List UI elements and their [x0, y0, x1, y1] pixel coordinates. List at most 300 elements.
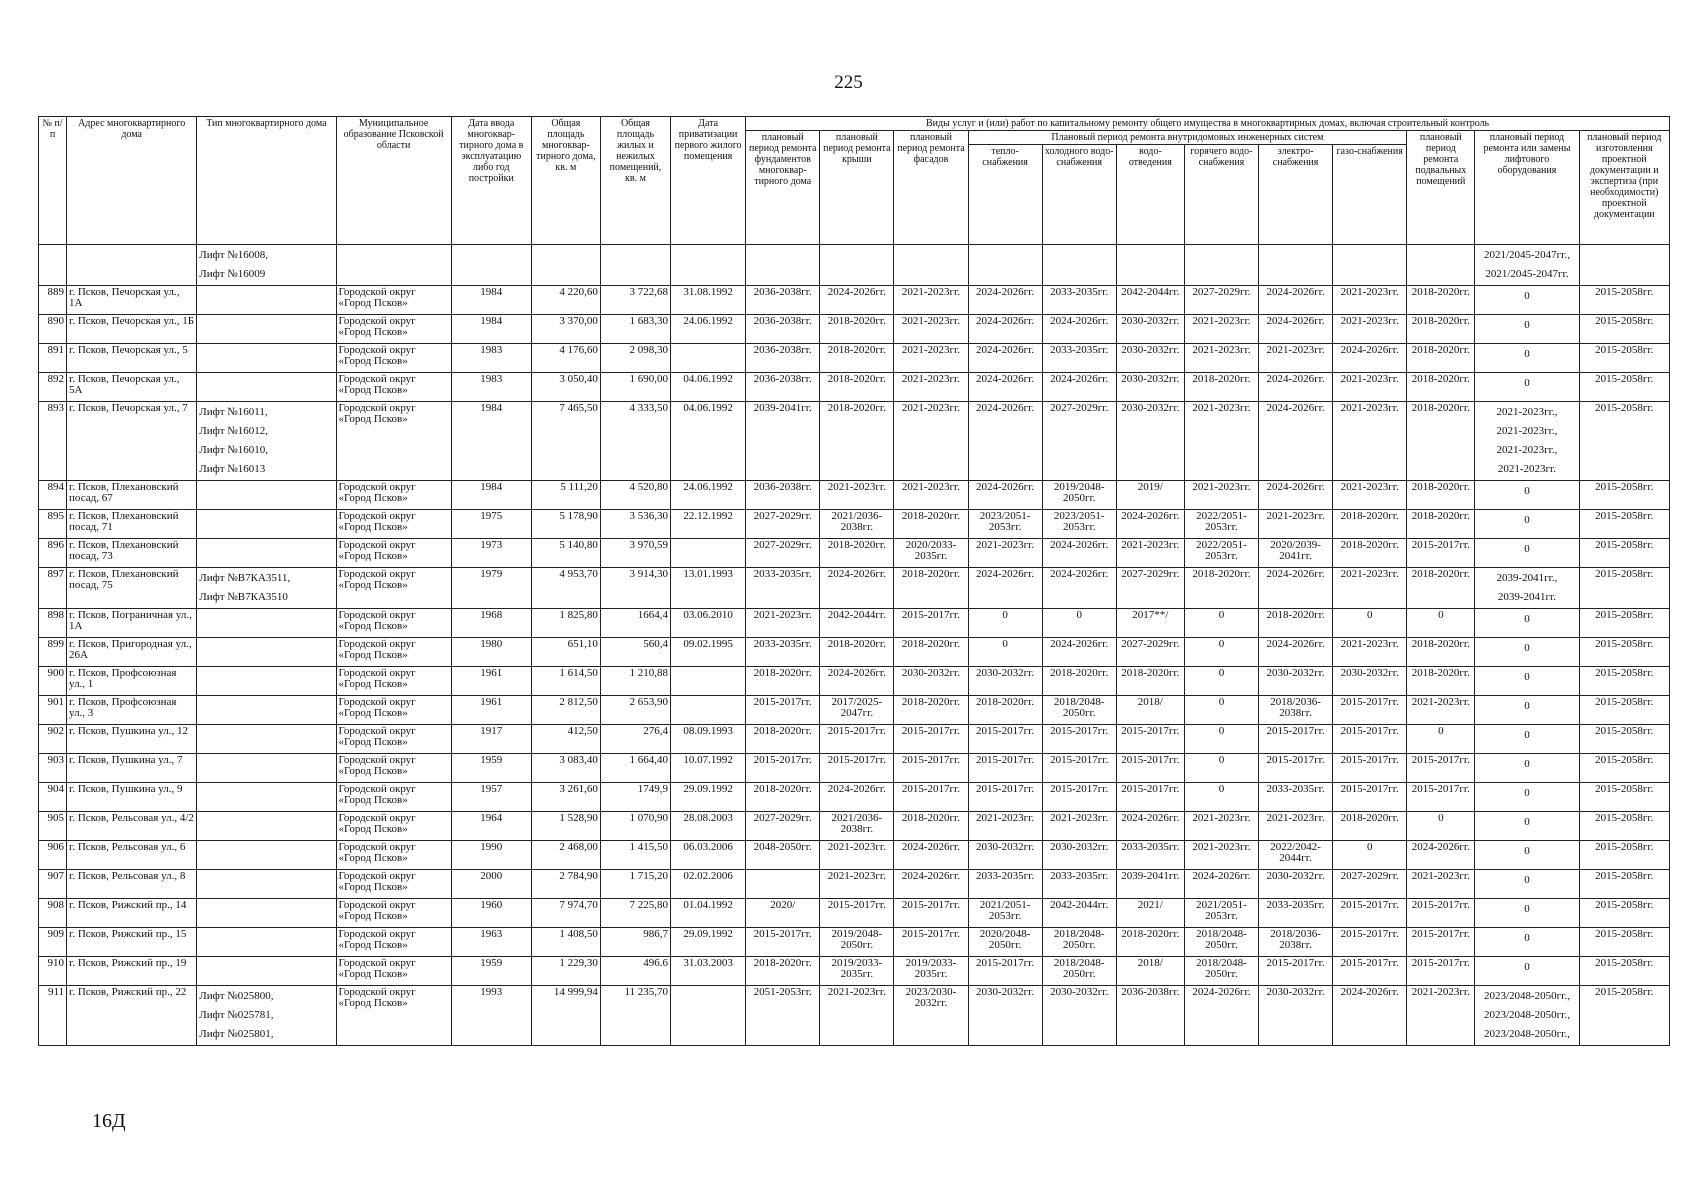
cell-type	[197, 957, 336, 986]
cell-line: 0	[1524, 671, 1530, 683]
cell-foundation: 2015-2017гг.	[746, 696, 820, 725]
cell-no: 909	[39, 928, 67, 957]
cell-line: 0	[1524, 700, 1530, 712]
cell-line: 0	[1524, 319, 1530, 331]
cell-electric: 2033-2035гг.	[1259, 783, 1333, 812]
cell-total-area: 412,50	[531, 725, 600, 754]
table-row	[39, 725, 1670, 754]
cell-hot-water: 2018/2048-2050гг.	[1184, 957, 1258, 986]
page-number: 225	[834, 72, 863, 93]
cell-hot-water: 2024-2026гг.	[1184, 986, 1258, 1046]
cell-design: 2015-2058гг.	[1579, 510, 1669, 539]
cell-year: 1979	[451, 568, 531, 609]
cell-elevator	[1475, 245, 1579, 286]
cell-address: г. Псков, Пушкина ул., 7	[67, 754, 197, 783]
cell-facade: 2019/2033-2035гг.	[894, 957, 968, 986]
cell-living-area: 3 722,68	[600, 286, 670, 315]
cell-no: 905	[39, 812, 67, 841]
header-elevator: плановый период ремонта или замены лифтового оборудования	[1475, 131, 1579, 245]
cell-year: 1980	[451, 638, 531, 667]
table-row	[39, 812, 1670, 841]
cell-facade: 2018-2020гг.	[894, 510, 968, 539]
cell-cold-water: 2015-2017гг.	[1042, 725, 1116, 754]
cell-line: Лифт №В7КА3511,	[199, 572, 291, 584]
cell-total-area: 5 178,90	[531, 510, 600, 539]
cell-gas: 2030-2032гг.	[1333, 667, 1407, 696]
cell-year: 1959	[451, 957, 531, 986]
cell-cold-water: 2018/2048-2050гг.	[1042, 957, 1116, 986]
cell-cold-water: 2015-2017гг.	[1042, 783, 1116, 812]
cell-elevator	[1475, 315, 1579, 344]
cell-roof: 2015-2017гг.	[820, 754, 894, 783]
cell-type	[197, 609, 336, 638]
cell-drainage: 2024-2026гг.	[1116, 510, 1184, 539]
cell-drainage: 2030-2032гг.	[1116, 344, 1184, 373]
cell-living-area: 276,4	[600, 725, 670, 754]
cell-type	[197, 667, 336, 696]
cell-heating: 2024-2026гг.	[968, 402, 1042, 481]
cell-gas: 2021-2023гг.	[1333, 373, 1407, 402]
cell-municipality: Городской округ «Город Псков»	[336, 841, 451, 870]
cell-gas: 2018-2020гг.	[1333, 812, 1407, 841]
cell-cold-water: 2023/2051-2053гг.	[1042, 510, 1116, 539]
cell-design: 2015-2058гг.	[1579, 539, 1669, 568]
cell-municipality: Городской округ «Город Псков»	[336, 870, 451, 899]
header-no: № п/п	[39, 117, 67, 245]
cell-line: 0	[1524, 874, 1530, 886]
cell-foundation: 2036-2038гг.	[746, 315, 820, 344]
cell-type	[197, 315, 336, 344]
cell-year: 1964	[451, 812, 531, 841]
cell-basement: 2018-2020гг.	[1407, 402, 1475, 481]
cell-design: 2015-2058гг.	[1579, 373, 1669, 402]
cell-living-area: 1 070,90	[600, 812, 670, 841]
cell-line: 2023/2048-2050гг.,	[1483, 990, 1570, 1002]
cell-cold-water: 2018-2020гг.	[1042, 667, 1116, 696]
header-electric: электро-снабжения	[1259, 145, 1333, 245]
cell-no: 891	[39, 344, 67, 373]
cell-year: 1973	[451, 539, 531, 568]
cell-year: 1960	[451, 899, 531, 928]
cell-basement: 2015-2017гг.	[1407, 899, 1475, 928]
cell-type	[197, 286, 336, 315]
cell-cold-water: 2033-2035гг.	[1042, 870, 1116, 899]
cell-drainage: 2027-2029гг.	[1116, 568, 1184, 609]
cell-elevator	[1475, 696, 1579, 725]
cell-drainage: 2030-2032гг.	[1116, 373, 1184, 402]
cell-line: 0	[1524, 816, 1530, 828]
cell-address: г. Псков, Печорская ул., 5	[67, 344, 197, 373]
cell-heating: 2024-2026гг.	[968, 481, 1042, 510]
cell-electric: 2018/2036-2038гг.	[1259, 696, 1333, 725]
table-row	[39, 899, 1670, 928]
cell-cold-water: 2033-2035гг.	[1042, 286, 1116, 315]
cell-facade: 2020/2033-2035гг.	[894, 539, 968, 568]
cell-privatization	[671, 245, 746, 286]
cell-no: 899	[39, 638, 67, 667]
capital-repair-registry-table	[38, 116, 1670, 1046]
cell-no: 911	[39, 986, 67, 1046]
cell-year: 1984	[451, 402, 531, 481]
table-row	[39, 402, 1670, 481]
cell-electric	[1259, 245, 1333, 286]
cell-living-area: 986,7	[600, 928, 670, 957]
cell-gas: 2015-2017гг.	[1333, 696, 1407, 725]
cell-hot-water: 2021-2023гг.	[1184, 344, 1258, 373]
cell-hot-water: 2022/2051-2053гг.	[1184, 539, 1258, 568]
cell-line: 0	[1524, 514, 1530, 526]
cell-no: 898	[39, 609, 67, 638]
cell-hot-water: 2018-2020гг.	[1184, 373, 1258, 402]
header-basement: плановый период ремонта подвальных помещений	[1407, 131, 1475, 245]
cell-foundation: 2018-2020гг.	[746, 957, 820, 986]
cell-electric: 2020/2039-2041гг.	[1259, 539, 1333, 568]
cell-foundation: 2027-2029гг.	[746, 510, 820, 539]
cell-gas: 2024-2026гг.	[1333, 986, 1407, 1046]
cell-roof: 2042-2044гг.	[820, 609, 894, 638]
cell-gas: 2015-2017гг.	[1333, 928, 1407, 957]
table-row	[39, 510, 1670, 539]
cell-year: 1984	[451, 315, 531, 344]
cell-heating: 2021/2051-2053гг.	[968, 899, 1042, 928]
cell-gas: 2015-2017гг.	[1333, 754, 1407, 783]
cell-living-area: 496.6	[600, 957, 670, 986]
cell-elevator	[1475, 870, 1579, 899]
header-cold-water: холодного водо-снабжения	[1042, 145, 1116, 245]
cell-facade: 2021-2023гг.	[894, 402, 968, 481]
cell-type	[197, 510, 336, 539]
cell-elevator	[1475, 510, 1579, 539]
table-row	[39, 568, 1670, 609]
cell-no: 906	[39, 841, 67, 870]
cell-heating: 0	[968, 638, 1042, 667]
cell-type	[197, 783, 336, 812]
cell-year: 1957	[451, 783, 531, 812]
cell-facade: 2021-2023гг.	[894, 344, 968, 373]
cell-cold-water: 2033-2035гг.	[1042, 344, 1116, 373]
cell-drainage: 2019/	[1116, 481, 1184, 510]
cell-line: 0	[1524, 642, 1530, 654]
cell-line: 2023/2048-2050гг.,	[1483, 1009, 1570, 1021]
table-row	[39, 986, 1670, 1046]
cell-basement: 0	[1407, 609, 1475, 638]
cell-heating: 2024-2026гг.	[968, 373, 1042, 402]
cell-line: Лифт №025801,	[199, 1028, 274, 1040]
cell-gas: 2021-2023гг.	[1333, 286, 1407, 315]
cell-roof: 2019/2048-2050гг.	[820, 928, 894, 957]
cell-electric: 2024-2026гг.	[1259, 568, 1333, 609]
cell-year	[451, 245, 531, 286]
cell-drainage: 2018-2020гг.	[1116, 667, 1184, 696]
cell-line: 0	[1524, 961, 1530, 973]
table-row	[39, 754, 1670, 783]
cell-heating: 2030-2032гг.	[968, 841, 1042, 870]
header-municipality: Муниципальное образование Псковской области	[336, 117, 451, 245]
cell-total-area: 14 999,94	[531, 986, 600, 1046]
cell-roof: 2015-2017гг.	[820, 899, 894, 928]
cell-living-area: 4 520,80	[600, 481, 670, 510]
cell-municipality: Городской округ «Город Псков»	[336, 539, 451, 568]
cell-year: 1959	[451, 754, 531, 783]
cell-electric: 2030-2032гг.	[1259, 986, 1333, 1046]
cell-facade: 2018-2020гг.	[894, 812, 968, 841]
cell-privatization: 24.06.1992	[671, 481, 746, 510]
cell-elevator	[1475, 899, 1579, 928]
cell-address: г. Псков, Пушкина ул., 9	[67, 783, 197, 812]
cell-foundation: 2036-2038гг.	[746, 344, 820, 373]
cell-living-area: 3 970,59	[600, 539, 670, 568]
header-privatization-date: Дата приватизации первого жилого помещения	[671, 117, 746, 245]
cell-line: Лифт №В7КА3510	[199, 591, 288, 603]
cell-hot-water: 2018/2048-2050гг.	[1184, 928, 1258, 957]
cell-electric: 2024-2026гг.	[1259, 481, 1333, 510]
cell-basement: 2018-2020гг.	[1407, 481, 1475, 510]
cell-line: 2021/2045-2047гг.	[1485, 268, 1569, 280]
cell-facade: 2015-2017гг.	[894, 928, 968, 957]
cell-electric: 2033-2035гг.	[1259, 899, 1333, 928]
cell-municipality: Городской округ «Город Псков»	[336, 783, 451, 812]
cell-total-area: 4 176,60	[531, 344, 600, 373]
cell-elevator	[1475, 725, 1579, 754]
cell-facade: 2021-2023гг.	[894, 315, 968, 344]
cell-total-area: 3 370,00	[531, 315, 600, 344]
cell-hot-water: 2021-2023гг.	[1184, 315, 1258, 344]
cell-gas: 2021-2023гг.	[1333, 638, 1407, 667]
cell-address: г. Псков, Пограничная ул., 1А	[67, 609, 197, 638]
cell-address: г. Псков, Плехановский посад, 75	[67, 568, 197, 609]
cell-elevator	[1475, 481, 1579, 510]
cell-total-area: 4 220,60	[531, 286, 600, 315]
cell-line: 2021-2023гг.,	[1496, 444, 1558, 456]
cell-cold-water: 2018/2048-2050гг.	[1042, 696, 1116, 725]
cell-design: 2015-2058гг.	[1579, 870, 1669, 899]
cell-electric: 2024-2026гг.	[1259, 315, 1333, 344]
cell-roof: 2018-2020гг.	[820, 539, 894, 568]
cell-type	[197, 539, 336, 568]
cell-cold-water: 2027-2029гг.	[1042, 402, 1116, 481]
cell-municipality: Городской округ «Город Псков»	[336, 725, 451, 754]
cell-design: 2015-2058гг.	[1579, 899, 1669, 928]
cell-municipality: Городской округ «Город Псков»	[336, 315, 451, 344]
cell-cold-water: 2024-2026гг.	[1042, 373, 1116, 402]
cell-total-area: 7 465,50	[531, 402, 600, 481]
cell-electric: 2030-2032гг.	[1259, 667, 1333, 696]
cell-elevator	[1475, 568, 1579, 609]
cell-type	[197, 870, 336, 899]
cell-foundation: 2033-2035гг.	[746, 638, 820, 667]
cell-type	[197, 344, 336, 373]
cell-facade: 2015-2017гг.	[894, 899, 968, 928]
header-facade: плановый период ремонта фасадов	[894, 131, 968, 245]
cell-privatization	[671, 539, 746, 568]
header-works-group: Виды услуг и (или) работ по капитальному ремонту общего имущества в многоквартирных домах, включая строительный контроль	[746, 117, 1670, 131]
cell-type	[197, 245, 336, 286]
cell-gas: 2024-2026гг.	[1333, 344, 1407, 373]
cell-elevator	[1475, 812, 1579, 841]
cell-drainage: 2021-2023гг.	[1116, 539, 1184, 568]
cell-gas: 0	[1333, 609, 1407, 638]
cell-electric: 2018-2020гг.	[1259, 609, 1333, 638]
cell-address: г. Псков, Рельсовая ул., 6	[67, 841, 197, 870]
cell-line: 0	[1524, 485, 1530, 497]
cell-foundation: 2048-2050гг.	[746, 841, 820, 870]
cell-drainage: 2036-2038гг.	[1116, 986, 1184, 1046]
cell-heating: 2024-2026гг.	[968, 286, 1042, 315]
cell-electric: 2015-2017гг.	[1259, 725, 1333, 754]
cell-living-area: 2 653,90	[600, 696, 670, 725]
cell-line: Лифт №16008,	[199, 249, 269, 261]
cell-cold-water: 2030-2032гг.	[1042, 841, 1116, 870]
cell-roof: 2024-2026гг.	[820, 286, 894, 315]
cell-total-area: 3 050,40	[531, 373, 600, 402]
cell-address: г. Псков, Плехановский посад, 67	[67, 481, 197, 510]
cell-facade: 2015-2017гг.	[894, 783, 968, 812]
cell-gas	[1333, 245, 1407, 286]
cell-total-area: 1 408,50	[531, 928, 600, 957]
table-row	[39, 783, 1670, 812]
header-living-area: Общая площадь жилых и нежилых помещений, кв. м	[600, 117, 670, 245]
cell-hot-water: 2024-2026гг.	[1184, 870, 1258, 899]
cell-type	[197, 481, 336, 510]
cell-drainage: 2030-2032гг.	[1116, 315, 1184, 344]
cell-design: 2015-2058гг.	[1579, 754, 1669, 783]
cell-type	[197, 638, 336, 667]
sheet-code: 16Д	[92, 1110, 126, 1132]
cell-basement: 2015-2017гг.	[1407, 783, 1475, 812]
cell-year: 1917	[451, 725, 531, 754]
cell-hot-water: 2027-2029гг.	[1184, 286, 1258, 315]
cell-municipality: Городской округ «Город Псков»	[336, 402, 451, 481]
cell-cold-water: 2024-2026гг.	[1042, 638, 1116, 667]
cell-roof: 2018-2020гг.	[820, 638, 894, 667]
cell-heating: 2020/2048-2050гг.	[968, 928, 1042, 957]
cell-design	[1579, 245, 1669, 286]
cell-line: 0	[1524, 543, 1530, 555]
cell-line: 0	[1524, 845, 1530, 857]
cell-design: 2015-2058гг.	[1579, 957, 1669, 986]
cell-drainage: 2015-2017гг.	[1116, 754, 1184, 783]
cell-heating: 2018-2020гг.	[968, 696, 1042, 725]
cell-municipality: Городской округ «Город Псков»	[336, 481, 451, 510]
cell-year: 1963	[451, 928, 531, 957]
cell-privatization	[671, 986, 746, 1046]
cell-privatization: 29.09.1992	[671, 783, 746, 812]
cell-electric: 2021-2023гг.	[1259, 510, 1333, 539]
cell-electric: 2015-2017гг.	[1259, 754, 1333, 783]
cell-privatization: 02.02.2006	[671, 870, 746, 899]
cell-basement: 2015-2017гг.	[1407, 754, 1475, 783]
cell-gas: 0	[1333, 841, 1407, 870]
cell-hot-water: 2021-2023гг.	[1184, 812, 1258, 841]
cell-line: Лифт №16013	[199, 463, 266, 475]
cell-hot-water: 0	[1184, 696, 1258, 725]
cell-living-area	[600, 245, 670, 286]
cell-electric: 2022/2042-2044гг.	[1259, 841, 1333, 870]
cell-line: Лифт №16012,	[199, 425, 269, 437]
cell-line: 2023/2048-2050гг.,	[1483, 1028, 1570, 1040]
cell-elevator	[1475, 609, 1579, 638]
cell-municipality: Городской округ «Город Псков»	[336, 754, 451, 783]
cell-privatization: 24.06.1992	[671, 315, 746, 344]
cell-cold-water: 2024-2026гг.	[1042, 568, 1116, 609]
cell-roof: 2024-2026гг.	[820, 783, 894, 812]
header-commission-date: Дата ввода многоквар-тирного дома в эксплуатацию либо год постройки	[451, 117, 531, 245]
header-hot-water: горячего водо-снабжения	[1184, 145, 1258, 245]
cell-elevator	[1475, 667, 1579, 696]
cell-design: 2015-2058гг.	[1579, 286, 1669, 315]
cell-design: 2015-2058гг.	[1579, 315, 1669, 344]
cell-cold-water: 2030-2032гг.	[1042, 986, 1116, 1046]
cell-cold-water: 0	[1042, 609, 1116, 638]
cell-line: 2039-2041гг.	[1497, 591, 1557, 603]
table-row	[39, 928, 1670, 957]
cell-roof: 2021/2036-2038гг.	[820, 510, 894, 539]
cell-line: 2021/2045-2047гг.,	[1483, 249, 1570, 261]
cell-design: 2015-2058гг.	[1579, 344, 1669, 373]
cell-line: Лифт №16011,	[199, 406, 268, 418]
cell-elevator	[1475, 539, 1579, 568]
cell-type	[197, 696, 336, 725]
cell-address: г. Псков, Рельсовая ул., 8	[67, 870, 197, 899]
cell-no: 907	[39, 870, 67, 899]
table-row	[39, 539, 1670, 568]
cell-electric: 2021-2023гг.	[1259, 812, 1333, 841]
cell-drainage: 2033-2035гг.	[1116, 841, 1184, 870]
cell-line: 2021-2023гг.	[1497, 463, 1557, 475]
cell-drainage: 2018-2020гг.	[1116, 928, 1184, 957]
cell-facade: 2021-2023гг.	[894, 373, 968, 402]
cell-hot-water: 0	[1184, 638, 1258, 667]
cell-facade: 2021-2023гг.	[894, 286, 968, 315]
cell-cold-water: 2024-2026гг.	[1042, 315, 1116, 344]
cell-roof	[820, 245, 894, 286]
cell-roof: 2021-2023гг.	[820, 986, 894, 1046]
cell-foundation: 2018-2020гг.	[746, 725, 820, 754]
cell-total-area: 5 140,80	[531, 539, 600, 568]
cell-year: 1961	[451, 696, 531, 725]
cell-no: 901	[39, 696, 67, 725]
cell-electric: 2021-2023гг.	[1259, 344, 1333, 373]
cell-no: 904	[39, 783, 67, 812]
cell-line: 2021-2023гг.,	[1496, 425, 1558, 437]
cell-heating: 2024-2026гг.	[968, 568, 1042, 609]
cell-municipality: Городской округ «Город Псков»	[336, 373, 451, 402]
table-row	[39, 315, 1670, 344]
cell-electric: 2018/2036-2038гг.	[1259, 928, 1333, 957]
cell-total-area: 2 812,50	[531, 696, 600, 725]
table-row	[39, 286, 1670, 315]
cell-municipality: Городской округ «Город Псков»	[336, 667, 451, 696]
cell-drainage: 2015-2017гг.	[1116, 783, 1184, 812]
cell-living-area: 11 235,70	[600, 986, 670, 1046]
cell-type	[197, 402, 336, 481]
cell-drainage: 2030-2032гг.	[1116, 402, 1184, 481]
cell-drainage: 2021/	[1116, 899, 1184, 928]
cell-facade: 2015-2017гг.	[894, 609, 968, 638]
cell-foundation: 2018-2020гг.	[746, 783, 820, 812]
cell-hot-water: 2021-2023гг.	[1184, 481, 1258, 510]
cell-no: 896	[39, 539, 67, 568]
cell-municipality: Городской округ «Город Псков»	[336, 609, 451, 638]
cell-privatization: 28.08.2003	[671, 812, 746, 841]
cell-hot-water: 0	[1184, 667, 1258, 696]
cell-total-area: 1 528,90	[531, 812, 600, 841]
cell-line: 0	[1524, 290, 1530, 302]
cell-roof: 2021-2023гг.	[820, 870, 894, 899]
cell-hot-water: 0	[1184, 725, 1258, 754]
cell-line: 2021-2023гг.,	[1496, 406, 1558, 418]
cell-address: г. Псков, Рижский пр., 19	[67, 957, 197, 986]
